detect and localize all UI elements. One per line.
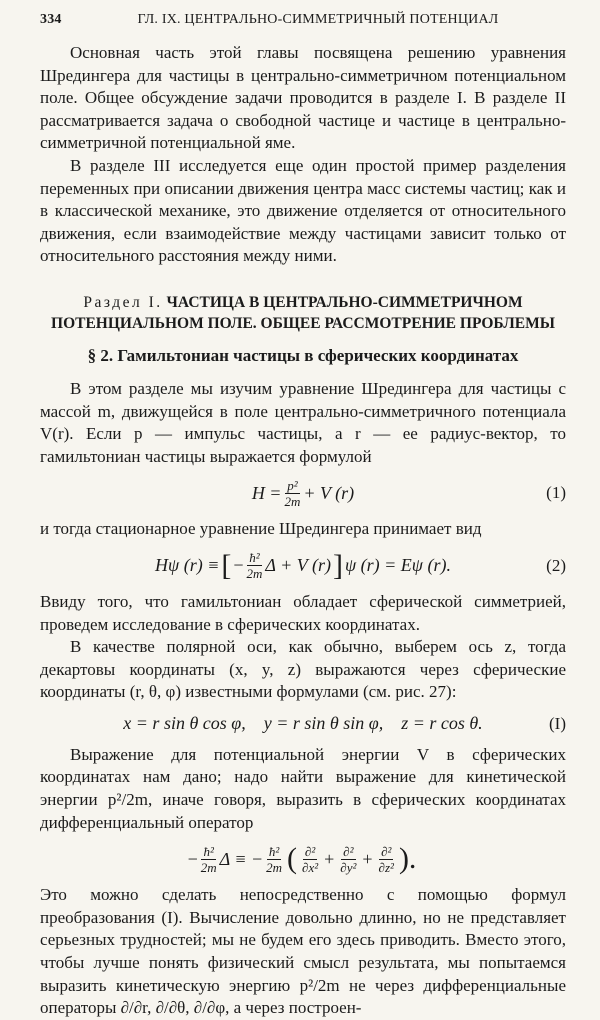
eq3-dx-den: ∂x² bbox=[302, 859, 319, 875]
eq3-open-paren: ( bbox=[287, 842, 298, 876]
body-paragraph-8: Это можно сделать непосредственно с помощью формул преобразования (I). Вычисление довольно длинно, но не представляет серьезных трудностей; мы не будем его здесь приводить. Вместо этого, чтобы лучше понять физический смысл результата, мы попытаемся выразить кинетическую энергию p²/2m не через дифференциальные операторы ∂/∂r, ∂/∂θ, ∂/∂φ, а через построен- bbox=[40, 885, 566, 1018]
section-heading bbox=[40, 292, 566, 334]
section-title-line-2: ПОТЕНЦИАЛЬНОМ ПОЛЕ. ОБЩЕЕ РАССМОТРЕНИЕ ПРОБЛЕМЫ bbox=[51, 314, 555, 332]
running-title: ГЛ. IX. ЦЕНТРАЛЬНО-СИММЕТРИЧНЫЙ ПОТЕНЦИАЛ bbox=[137, 12, 499, 27]
eq3-dx-num: ∂² bbox=[304, 843, 316, 859]
equation-1 bbox=[40, 474, 566, 512]
eq3-frac2-num: ħ² bbox=[268, 843, 280, 859]
equation-I bbox=[40, 710, 566, 738]
eq3-close-paren: ). bbox=[398, 842, 417, 876]
body-paragraph-7: Выражение для потенциальной энергии V в сферических координатах нам дано; надо найти выражение для кинетической энергии p²/2m, иначе говоря, выразить в сферических координатах дифференциальный оператор bbox=[40, 744, 566, 832]
eqI-number: (I) bbox=[549, 713, 566, 733]
subsection-heading: § 2. Гамильтониан частицы в сферических координатах bbox=[87, 345, 519, 365]
section-prefix: Раздел I. bbox=[83, 293, 163, 311]
eq1-fraction bbox=[284, 478, 300, 509]
eq3-mid: Δ ≡ − bbox=[219, 848, 264, 869]
eq3-deriv-y bbox=[340, 844, 356, 875]
body-paragraph-6: В качестве полярной оси, как обычно, выберем ось z, тогда декартовы координаты (x, y, z) выражаются через сферические координаты (r, θ, φ) известными формулами (см. рис. 27): bbox=[40, 637, 566, 702]
eq1-rhs: + V (r) bbox=[303, 482, 355, 503]
intro-paragraph-1: Основная часть этой главы посвящена решению уравнения Шредингера для частицы в центрально-симметричном потенциальном поле. Общее обсуждение задачи проводится в разделе I. В разделе II рассматривается задача о свободной частице и частице в центрально-симметричной потенциальной яме. bbox=[40, 43, 566, 153]
body-paragraph-3: В этом разделе мы изучим уравнение Шредингера для частицы с массой m, движущейся в поле центрально-симметричного потенциала V(r). Если p — импульс частицы, а r — ее радиус-вектор, то гамильтониан частицы выражается формулой bbox=[40, 378, 566, 466]
eq1-frac-den: 2m bbox=[284, 493, 301, 509]
eq2-frac-den: 2m bbox=[246, 566, 263, 582]
section-title-line-1: ЧАСТИЦА В ЦЕНТРАЛЬНО-СИММЕТРИЧНОМ bbox=[166, 293, 523, 311]
eq3-deriv-z bbox=[379, 844, 394, 875]
eq2-close-bracket: ] bbox=[332, 548, 343, 582]
eq3-fraction-2 bbox=[266, 844, 282, 875]
page-number: 334 bbox=[40, 12, 62, 27]
body-paragraph-4: и тогда стационарное уравнение Шредингера принимает вид bbox=[40, 519, 482, 539]
eq2-minus: − bbox=[233, 555, 244, 576]
eq1-lhs: H = bbox=[251, 482, 282, 503]
eq2-fraction bbox=[247, 550, 263, 581]
eq3-deriv-x bbox=[302, 844, 318, 875]
eq2-number: (2) bbox=[546, 555, 566, 575]
eqI-text: x = r sin θ cos φ, y = r sin θ sin φ, z = r cos θ. bbox=[123, 713, 483, 734]
eq2-mid: Δ + V (r) bbox=[265, 555, 331, 576]
eq3-dy-den: ∂y² bbox=[340, 859, 357, 875]
eq1-frac-num: p² bbox=[287, 477, 298, 493]
eq3-plus-1: + bbox=[324, 848, 335, 869]
body-paragraph-5: Ввиду того, что гамильтониан обладает сферической симметрией, проведем исследование в сферических координатах. bbox=[40, 591, 566, 634]
eq3-dz-num: ∂² bbox=[381, 843, 392, 859]
eq3-fraction bbox=[201, 844, 217, 875]
eq3-plus-2: + bbox=[362, 848, 373, 869]
eq3-minus: − bbox=[187, 848, 198, 869]
eq3-frac-num: ħ² bbox=[203, 843, 214, 859]
eq2-frac-num: ħ² bbox=[249, 550, 260, 566]
equation-2 bbox=[40, 547, 566, 585]
eq2-rhs: ψ (r) = Eψ (r). bbox=[344, 555, 451, 576]
equation-3 bbox=[40, 840, 566, 878]
eq3-frac2-den: 2m bbox=[266, 859, 283, 875]
eq2-open-bracket: [ bbox=[221, 548, 232, 582]
eq2-lhs: Hψ (r) ≡ bbox=[155, 555, 220, 576]
intro-paragraph-2: В разделе III исследуется еще один простой пример разделения переменных при описании движения центра масс системы частиц; как и в классической механике, это движение отделяется от относительного движения, если взаимодействие между частицами зависит только от относительного расстояния между ними. bbox=[40, 155, 566, 266]
eq3-frac-den: 2m bbox=[200, 859, 217, 875]
eq1-number: (1) bbox=[546, 483, 566, 503]
page-header bbox=[40, 12, 566, 28]
eq3-dy-num: ∂² bbox=[343, 843, 354, 859]
eq3-dz-den: ∂z² bbox=[378, 859, 394, 875]
